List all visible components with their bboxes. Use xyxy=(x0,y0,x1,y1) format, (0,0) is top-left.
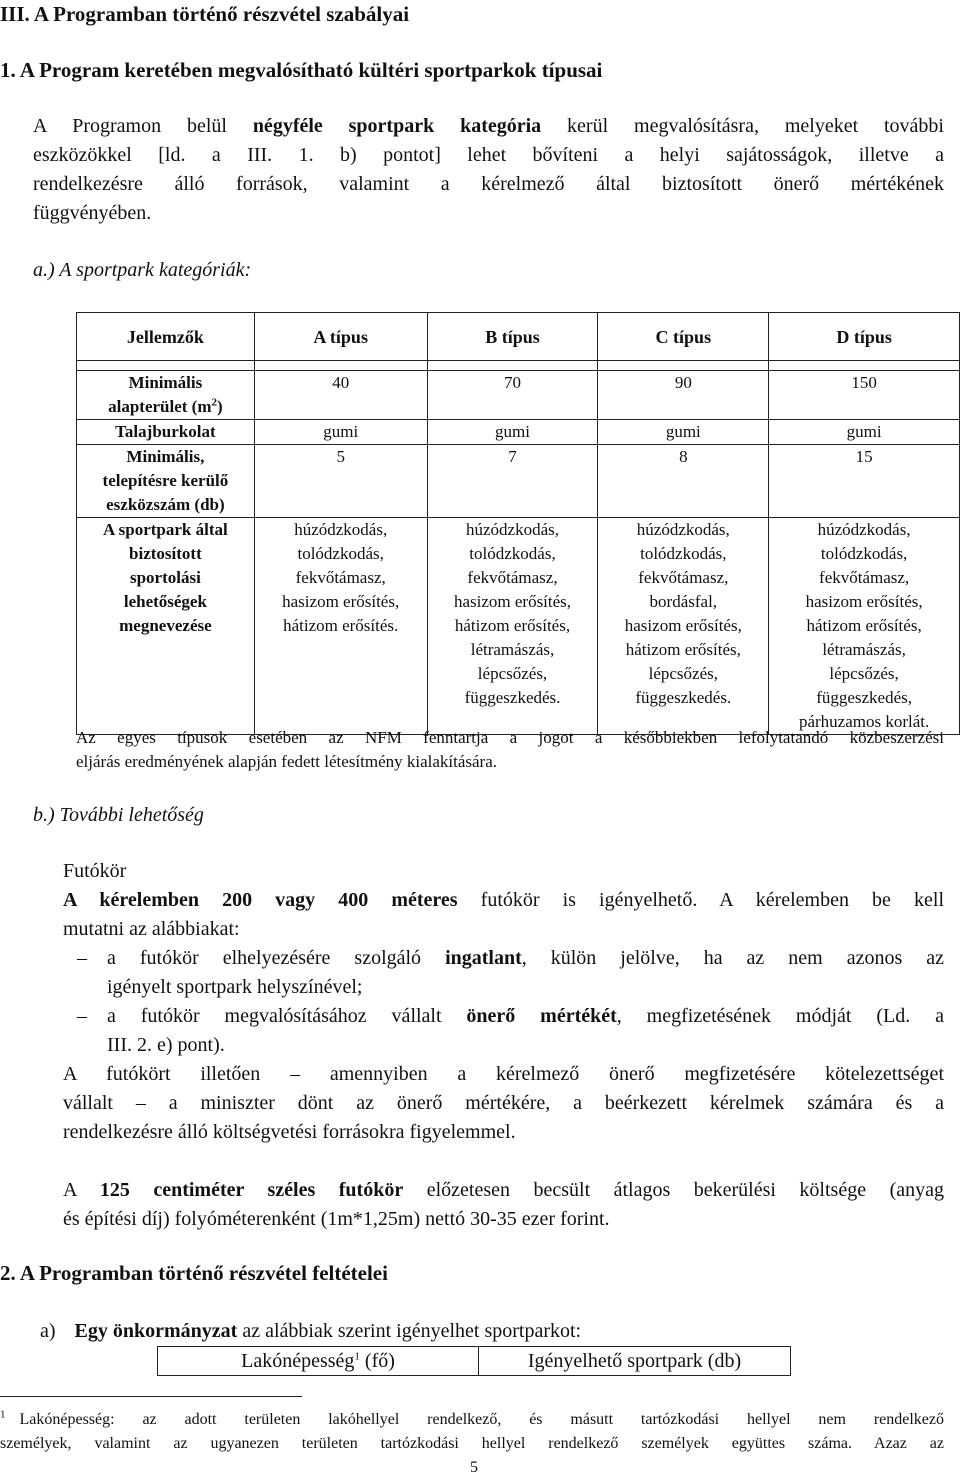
spacer-row xyxy=(77,361,960,371)
item-a-text: az alábbiak szerint igényelhet sportparkot: xyxy=(237,1320,582,1342)
table-cell: 150 xyxy=(769,371,960,420)
dash-bullet: – xyxy=(77,1005,87,1027)
table-cell: húzódzkodás, tolódzkodás, fekvőtámasz, hasizom erősítés, hátizom erősítés, létramászás, lépcsőzés, függeszkedés. xyxy=(427,518,598,735)
footnote-line-2: személyek, valamint az ugyanezen területen tartózkodási hellyel rendelkező személyek együttes száma. Azaz az xyxy=(0,1435,944,1452)
futokor-width-bold: 125 centiméter széles futókör xyxy=(99,1179,404,1201)
list-item: – a futókör megvalósításához vállalt önerő mértékét, megfizetésének módját (Ld. a III. 2. e) pont). xyxy=(63,1002,944,1060)
table-cell: gumi xyxy=(769,420,960,445)
row-label: A sportpark által biztosított sportolási lehetőségek megnevezése xyxy=(77,518,255,735)
item-a xyxy=(40,1317,581,1346)
table-note-line-2: eljárás eredményének alapján fedett létesítmény kialakítására. xyxy=(76,752,498,771)
table-cell: 7 xyxy=(427,445,598,518)
row-label: Minimális, telepítésre kerülő eszközszám (db) xyxy=(77,445,255,518)
population-table xyxy=(157,1346,791,1376)
table-row xyxy=(77,445,960,518)
header-cell: B típus xyxy=(427,313,598,361)
table-cell: 40 xyxy=(254,371,427,420)
page-number: 5 xyxy=(470,1459,478,1476)
futokor-bold: A kérelemben 200 vagy 400 méteres xyxy=(63,889,458,911)
part-a-heading: a.) A sportpark kategóriák: xyxy=(33,259,252,281)
header-cell: Lakónépesség$^1$ (fő) xyxy=(158,1347,479,1376)
list-item: – a futókör elhelyezésére szolgáló ingatlant, külön jelölve, ha az nem azonos az igényelt sportpark helyszínével; xyxy=(63,944,944,1002)
futokor-line-2: mutatni az alábbiakat: xyxy=(63,918,240,940)
part-b-heading: b.) További lehetőség xyxy=(33,804,204,826)
intro-text-2: kerül megvalósításra, melyeket további xyxy=(541,115,944,137)
table-cell: 8 xyxy=(598,445,769,518)
intro-paragraph xyxy=(33,112,944,228)
table-cell: gumi xyxy=(254,420,427,445)
table-cell: húzódzkodás, tolódzkodás, fekvőtámasz, hasizom erősítés, hátizom erősítés, létramászás, lépcsőzés, függeszkedés, párhuzamos korlát. xyxy=(769,518,960,735)
table-cell: 90 xyxy=(598,371,769,420)
header-cell: A típus xyxy=(254,313,427,361)
table-cell: 15 xyxy=(769,445,960,518)
row-label: Talajburkolat xyxy=(77,420,255,445)
section-title: III. A Programban történő részvétel szabályai xyxy=(0,2,410,26)
subsection-1-title: 1. A Program keretében megvalósítható kültéri sportparkok típusai xyxy=(0,58,603,82)
intro-line-2: eszközökkel [ld. a III. 1. b) pontot] lehet bővíteni a helyi sajátosságok, illetve a xyxy=(33,144,944,166)
intro-text: A Programon belül xyxy=(33,115,253,137)
intro-line-4: függvényében. xyxy=(33,202,152,224)
table-header-row xyxy=(77,313,960,361)
header-cell: Igényelhető sportpark (db) xyxy=(479,1347,791,1376)
table-cell: 70 xyxy=(427,371,598,420)
table-header-row xyxy=(158,1347,791,1376)
dash-bullet: – xyxy=(77,947,87,969)
futokor-p2-line-1: A futókört illetően – amennyiben a kérelmező önerő megfizetésére kötelezettséget xyxy=(63,1063,944,1085)
table-row xyxy=(77,518,960,735)
table-cell: húzódzkodás, tolódzkodás, fekvőtámasz, bordásfal, hasizom erősítés, hátizom erősítés, lépcsőzés, függeszkedés. xyxy=(598,518,769,735)
header-cell: D típus xyxy=(769,313,960,361)
futokor-section: Futókör A kérelemben 200 vagy 400 méteres futókör is igényelhető. A kérelemben be kell mutatni az alábbiakat: – a futókör elhelyezésére szolgáló ingatlant, külön jelölve, ha az nem azonos az igényelt sportpark helyszínével; – a futókör megvalósításához vállalt önerő mértékét, megfizetésének módját (Ld. a III. 2. e) pont). A futókört illetően – amennyiben a kérelmező önerő megfizetésére kötelezettséget vállalt – a miniszter dönt az önerő mértékére, a beérkezett kérelmek számára és a rendelkezésre álló költségvetési forrásokra figyelemmel. A 125 centiméter széles futókör előzetesen becsült átlagos bekerülési költsége (anyag és építési díj) folyóméterenként (1m*1,25m) nettó 30-35 ezer forint. xyxy=(63,857,944,1234)
table-cell: húzódzkodás, tolódzkodás, fekvőtámasz, hasizom erősítés, hátizom erősítés. xyxy=(254,518,427,735)
table-row xyxy=(77,371,960,420)
footnote: $^1$ Lakónépesség: az adott területen lakóhellyel rendelkező, és másutt tartózkodási hellyel nem rendelkező személyek, valamint az ugyanezen területen tartózkodási hellyel rendelkező személyek együttes száma. Azaz az xyxy=(0,1408,944,1456)
table-note-line-1: Az egyes típusok esetében az NFM fenntartja a jogot a későbbiekben lefolytatandó közbeszerzési xyxy=(76,728,944,747)
table-cell: gumi xyxy=(427,420,598,445)
futokor-text: futókör is igényelhető. A kérelemben be kell xyxy=(457,889,944,911)
intro-line-3: rendelkezésre álló források, valamint a kérelmező által biztosított önerő mértékének xyxy=(33,173,944,195)
table-cell: gumi xyxy=(598,420,769,445)
item-a-bold: Egy önkormányzat xyxy=(74,1320,238,1342)
subsection-2-title: 2. A Programban történő részvétel feltételei xyxy=(0,1261,388,1285)
header-cell: C típus xyxy=(598,313,769,361)
footnote-separator xyxy=(0,1396,302,1397)
category-table xyxy=(76,312,960,735)
futokor-p3-line-2: és építési díj) folyóméterenként (1m*1,25m) nettó 30-35 ezer forint. xyxy=(63,1208,610,1230)
futokor-p2-line-2: vállalt – a miniszter dönt az önerő mértékére, a beérkezett kérelmek számára és a xyxy=(63,1092,944,1114)
futokor-title: Futókör xyxy=(63,860,127,882)
intro-bold: négyféle sportpark kategória xyxy=(252,115,542,137)
item-a-marker: a) xyxy=(40,1320,56,1342)
row-label: Minimális alapterület $(m^2)$ xyxy=(77,371,255,420)
footnote-marker: 1 xyxy=(0,1408,6,1421)
header-cell: Jellemzők xyxy=(77,313,255,361)
table-note xyxy=(76,726,944,774)
table-cell: 5 xyxy=(254,445,427,518)
table-row xyxy=(77,420,960,445)
futokor-p2-line-3: rendelkezésre álló költségvetési forrásokra figyelemmel. xyxy=(63,1121,516,1143)
